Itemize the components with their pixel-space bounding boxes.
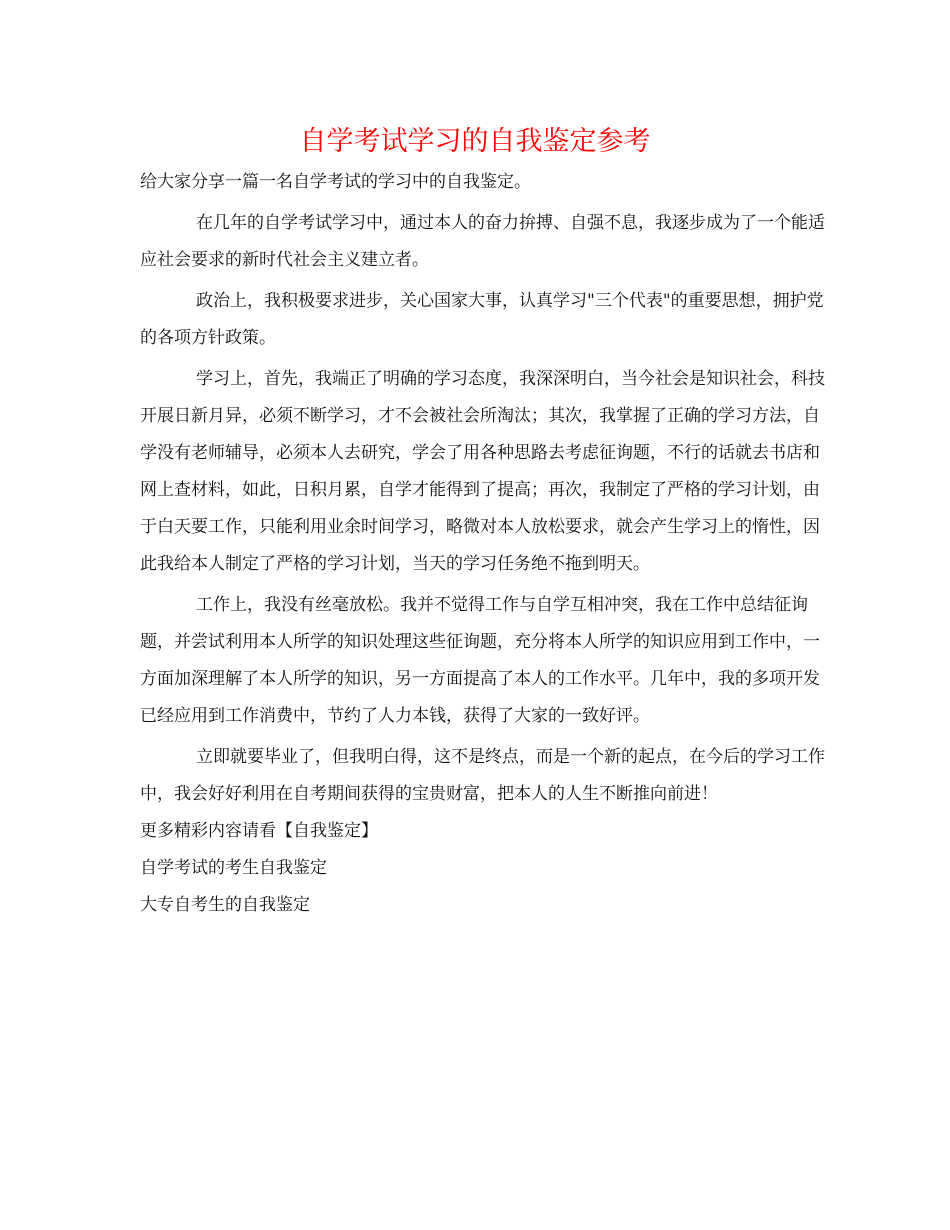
paragraph-work: 工作上，我没有丝毫放松。我并不觉得工作与自学互相冲突，我在工作中总结征询题，并尝试利用本人所学的知识处理这些征询题，充分将本人所学的知识应用到工作中，一方面加深理解了本人所学的知识，另一方面提高了本人的工作水平。几年中，我的多项开发已经应用到工作消费中，节约了人力本钱，获得了大家的一致好评。 xyxy=(140,595,820,726)
related-link-exam-self-appraisal[interactable]: 自学考试的考生自我鉴定 xyxy=(140,858,327,878)
document-body xyxy=(140,164,825,924)
paragraph-graduation: 立即就要毕业了，但我明白得，这不是终点，而是一个新的起点，在今后的学习工作中，我会好好利用在自考期间获得的宝贵财富，把本人的人生不断推向前进！ xyxy=(140,747,825,804)
paragraph-study: 学习上，首先，我端正了明确的学习态度，我深深明白，当今社会是知识社会，科技开展日新月异，必须不断学习，才不会被社会所淘汰；其次，我掌握了正确的学习方法，自学没有老师辅导，必须本人去研究，学会了用各种思路去考虑征询题，不行的话就去书店和网上查材料，如此，日积月累，自学才能得到了提高；再次，我制定了严格的学习计划，由于白天要工作，只能利用业余时间学习，略微对本人放松要求，就会产生学习上的惰性，因此我给本人制定了严格的学习计划，当天的学习任务绝不拖到明天。 xyxy=(140,369,825,574)
paragraph-self-study: 在几年的自学考试学习中，通过本人的奋力拚搏、自强不息，我逐步成为了一个能适应社会要求的新时代社会主义建立者。 xyxy=(140,213,825,270)
more-content-link[interactable]: 更多精彩内容请看【自我鉴定】 xyxy=(140,821,378,841)
document-title: 自学考试学习的自我鉴定参考 xyxy=(299,126,651,157)
related-link-college-self-appraisal[interactable]: 大专自考生的自我鉴定 xyxy=(140,895,310,915)
intro-line: 给大家分享一篇一名自学考试的学习中的自我鉴定。 xyxy=(140,172,531,192)
paragraph-politics: 政治上，我积极要求进步，关心国家大事，认真学习"三个代表"的重要思想，拥护党的各项方针政策。 xyxy=(140,291,824,348)
